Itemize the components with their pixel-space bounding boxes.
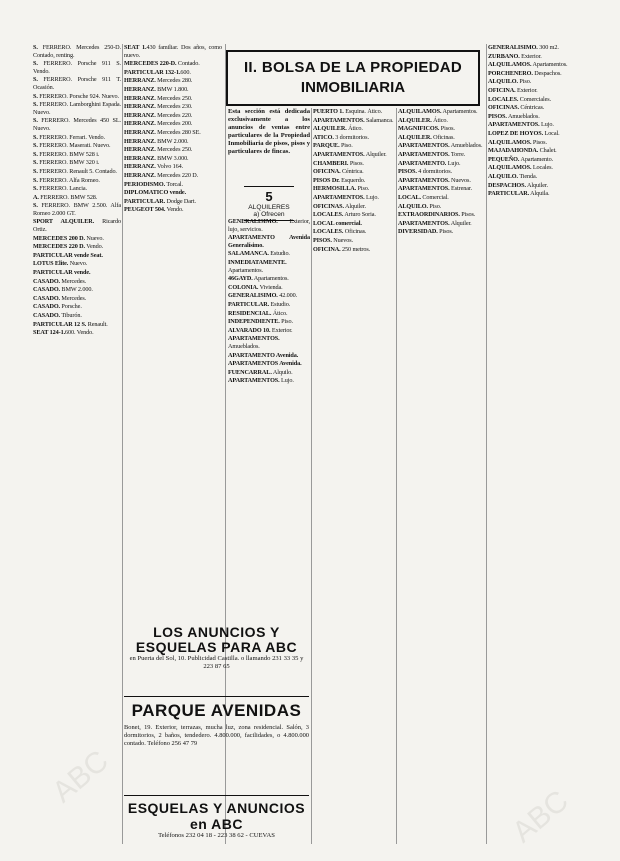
classified-ad: OFICINAS. Céntricas. bbox=[488, 104, 545, 112]
classified-ad: APARTAMENTOS. Torre. bbox=[398, 150, 466, 158]
ad-title: ESQUELAS Y ANUNCIOS bbox=[127, 800, 306, 816]
classified-ad: ALQUILO. Piso. bbox=[488, 78, 532, 86]
classified-ad: S. FERRERO. Porsche 911 T. Ocasión. bbox=[33, 76, 121, 91]
classified-ad: CASADO. Mercedes. bbox=[33, 277, 87, 285]
classified-ad: LOPEZ DE HOYOS. Local. bbox=[488, 129, 560, 137]
ad-title: PARQUE AVENIDAS bbox=[131, 701, 302, 720]
classified-ad: APARTAMENTO Avenida. bbox=[228, 351, 299, 359]
classified-ad: ALQUILER. Oficinas. bbox=[398, 133, 455, 141]
ad-parque-avenidas bbox=[124, 696, 309, 747]
classified-ad: PARTICULAR. Dodge Dart. bbox=[124, 197, 196, 205]
classified-ad: EXTRAORDINARIOS. Pisos. bbox=[398, 211, 476, 219]
classified-ad: PARQUE. Piso. bbox=[313, 142, 353, 150]
classified-ad: S. FERRERO. Porsche 924. Nuevo. bbox=[33, 92, 119, 100]
classified-ad: COLONIA. Vivienda. bbox=[228, 283, 283, 291]
classified-ad: HERRANZ. Mercedes 220. bbox=[124, 111, 193, 119]
classified-ad: PARTICULAR vende. bbox=[33, 269, 91, 277]
classified-ad: ALQUILER. Ático. bbox=[313, 125, 363, 133]
ad-title: en ABC bbox=[189, 816, 244, 832]
section-notice: Esta sección está dedicada exclusivamente a los anuncios de ventas entre particulares de la Propiedad Inmobiliaria de pisos, pisos y particulares de fincas. bbox=[228, 108, 310, 155]
section-number: 5 bbox=[265, 189, 273, 204]
classified-ad: HERRANZ. Volvo 164. bbox=[124, 163, 184, 171]
classified-ad: GENERALISIMO. 42.000. bbox=[228, 292, 298, 300]
classified-ad: PISOS. 4 dormitorios. bbox=[398, 168, 452, 176]
classified-ad: GENERALISIMO. 300 m2. bbox=[488, 44, 559, 51]
classified-ad: PEUGEOT 504. Vendo. bbox=[124, 206, 184, 214]
column-1 bbox=[33, 44, 121, 844]
classified-ad: CASADO. Porsche. bbox=[33, 303, 82, 311]
column-6 bbox=[488, 44, 584, 844]
classified-ad: APARTAMENTOS. Alquiler. bbox=[398, 219, 472, 227]
classified-ad: SPORT ALQUILER. Ricardo Ortiz. bbox=[33, 218, 121, 234]
classified-ad: APARTAMENTOS. Alquiler. bbox=[313, 150, 387, 158]
ad-abc bbox=[124, 795, 309, 839]
watermark: ABC bbox=[46, 744, 115, 810]
classified-ad: HERMOSILLA. Piso. bbox=[313, 185, 370, 193]
section-header bbox=[226, 50, 480, 106]
column-rule bbox=[396, 108, 397, 844]
classified-ad: APARTAMENTO. Lujo. bbox=[398, 159, 461, 167]
classified-ad: APARTAMENTOS. Estrenar. bbox=[398, 185, 472, 193]
classified-ad: DESPACHOS. Alquiler. bbox=[488, 181, 548, 189]
classified-ad: S. FERRERO. Mercedes 450 SL. Nuevo. bbox=[33, 117, 121, 132]
classified-ad: LOTUS Elite. Nuevo. bbox=[33, 260, 88, 268]
section-label: ALQUILERES bbox=[248, 204, 290, 211]
classified-ad: ALQUILER. Ático. bbox=[398, 116, 448, 124]
ad-esquelas bbox=[124, 625, 309, 671]
classified-ad: HERRANZ. Mercedes 220 D. bbox=[124, 171, 199, 179]
classified-ad: LOCALES. Comerciales. bbox=[488, 95, 552, 103]
classified-ad: FUENCARRAL. Alquilo. bbox=[228, 368, 293, 376]
classified-ad: APARTAMENTO Avenida Generalísimo. bbox=[228, 234, 310, 249]
classified-ad: PARTICULAR vende Seat. bbox=[33, 251, 103, 259]
classified-ad: LOCALES. Oficinas. bbox=[313, 228, 367, 236]
section-sub: a) Ofrecen bbox=[253, 211, 285, 218]
classified-ad: S. FERRERO. Maserati. Nuevo. bbox=[33, 142, 111, 150]
classified-ad: SALAMANCA. Estudio. bbox=[228, 250, 290, 258]
classified-ad: OFICINAS. Alquiler. bbox=[313, 202, 366, 210]
classified-ad: SEAT 124-1.600. Vendo. bbox=[33, 329, 94, 337]
alquileres-heading bbox=[244, 186, 294, 221]
classified-ad: APARTAMENTOS. Lujo. bbox=[313, 193, 379, 201]
classified-ad: ALQUILAMOS. Locales. bbox=[488, 164, 553, 172]
classified-ad: PERIODISMO. Torcal. bbox=[124, 180, 183, 188]
ad-title: LOS ANUNCIOS Y bbox=[153, 624, 280, 640]
classified-ad: LOCALES. Arturo Soria. bbox=[313, 211, 376, 219]
classified-ad: 46GAYD. Apartamentos. bbox=[228, 275, 289, 283]
classified-ad: APARTAMENTOS. Lujo. bbox=[488, 121, 554, 129]
classified-ad: HERRANZ. Mercedes 200. bbox=[124, 120, 193, 128]
classified-ad: LOCAL comercial. bbox=[313, 219, 362, 227]
classified-ad: APARTAMENTOS. Amueblados. bbox=[228, 335, 280, 350]
ad-title: ESQUELAS PARA ABC bbox=[135, 639, 298, 655]
classified-ad: S. FERRERO. Ferrari. Vendo. bbox=[33, 133, 105, 141]
ad-text: Teléfonos 232 04 18 - 223 38 62 - CUEVAS bbox=[158, 832, 275, 839]
classified-ad: ALVARADO 10. Exterior. bbox=[228, 326, 293, 334]
classified-ad: PUERTO 1. Esquina. Ático. bbox=[313, 108, 383, 115]
classified-ad: ALQUILO. Tienda. bbox=[488, 172, 538, 180]
ad-text: en Puerta del Sol, 10. Publicidad Castilla. o llamando 231 33 35 y 223 87 65 bbox=[129, 655, 304, 670]
column-rule bbox=[122, 44, 123, 844]
classified-ad: MERCEDES 220-D. Contado. bbox=[124, 60, 200, 68]
classified-ad: HERRANZ. Mercedes 280 SE. bbox=[124, 128, 201, 136]
classified-ad: ZURBANO. Exterior. bbox=[488, 52, 542, 60]
classified-ad: S. FERRERO. BMW 2.500. Alfa Romeo 2.000 GT. bbox=[33, 202, 121, 217]
classified-ad: OFICINA. Exterior. bbox=[488, 86, 538, 94]
ad-text: Bonet, 19. Exterior, terrazas, mucha luz, zona residencial. Salón, 3 dormitorios, 2 baños, tendedero. 4.800.000, facilidades, o 4.800.000 contado. Teléfono 256 47 79 bbox=[124, 724, 309, 747]
classified-ad: HERRANZ. BMW 2.000. bbox=[124, 137, 189, 145]
watermark: ABC bbox=[506, 784, 575, 850]
classified-ad: S. FERRERO. Renault 5. Contado. bbox=[33, 167, 117, 175]
classified-ad: INMEDIATAMENTE. Apartamentos. bbox=[228, 258, 287, 274]
classified-ad: S. FERRERO. Alfa Romeo. bbox=[33, 176, 100, 184]
classified-ad: SEAT 1.430 familiar. Dos años, como nuevo. bbox=[124, 44, 222, 59]
classified-ad: OFICINA. Céntrica. bbox=[313, 168, 364, 176]
header-line-1: II. BOLSA DE LA PROPIEDAD bbox=[243, 59, 463, 76]
header-line-2: INMOBILIARIA bbox=[300, 79, 406, 96]
classified-ad: A. FERRERO. BMW 528. bbox=[33, 193, 98, 201]
column-3 bbox=[228, 218, 310, 848]
classified-ad: APARTAMENTOS. Amueblados. bbox=[398, 142, 483, 150]
classified-ad: APARTAMENTOS. Nuevos. bbox=[398, 176, 471, 184]
column-2 bbox=[124, 44, 222, 624]
classified-ad: PISOS. Nuevos. bbox=[313, 236, 354, 244]
classified-ad: GENERALISIMO. Exterior, lujo, servicios. bbox=[228, 218, 310, 233]
classified-ad: CASADO. Mercedes. bbox=[33, 294, 87, 302]
classified-ad: PARTICULAR 12 S. Renault. bbox=[33, 320, 108, 328]
classified-ad: PEQUEÑO. Apartamento. bbox=[488, 155, 554, 163]
classified-ad: PARTICULAR 132-1.600. bbox=[124, 68, 191, 76]
classified-ad: HERRANZ. Mercedes 230. bbox=[124, 103, 193, 111]
classified-ad: S. FERRERO. BMW 528 i. bbox=[33, 150, 100, 158]
classified-ad: OFICINA. 250 metros. bbox=[313, 245, 371, 253]
classified-ad: HERRANZ. Mercedes 250. bbox=[124, 146, 193, 154]
classified-ad: S. FERRERO. Mercedes 250-D. Contado, renting. bbox=[33, 44, 121, 59]
classified-ad: ALQUILO. Piso. bbox=[398, 202, 442, 210]
classified-ad: DIPLOMATICO vende. bbox=[124, 189, 187, 197]
classified-ad: MAJADAHONDA. Chalet. bbox=[488, 147, 557, 155]
classified-ad: ALQUILAMOS. Pisos. bbox=[488, 138, 547, 146]
classified-ad: RESIDENCIAL. Ático. bbox=[228, 309, 288, 317]
column-rule bbox=[486, 44, 487, 844]
classified-ad: ATICO. 3 dormitorios. bbox=[313, 133, 369, 141]
column-rule bbox=[311, 108, 312, 844]
classified-ad: CHAMBERI. Pisos. bbox=[313, 159, 364, 167]
classified-ad: HERRANZ. BMW 1.800. bbox=[124, 85, 189, 93]
classified-ad: S. FERRERO. Lancia. bbox=[33, 185, 87, 193]
classified-ad: HERRANZ. Mercedes 250. bbox=[124, 94, 193, 102]
classified-ad: DIVERSIDAD. Pisos. bbox=[398, 228, 454, 236]
classified-ad: S. FERRERO. Lamborghini Espada. Nuevo. bbox=[33, 101, 121, 116]
classified-ad: MAGNIFICOS. Pisos. bbox=[398, 125, 455, 133]
classified-ad: LOCAL. Comercial. bbox=[398, 193, 449, 201]
column-4 bbox=[313, 108, 396, 848]
classified-ad: MERCEDES 200 D. Nuevo. bbox=[33, 234, 104, 242]
classified-ad: S. FERRERO. Porsche 911 S. Vendo. bbox=[33, 60, 121, 75]
classified-ad: PARTICULAR. Alquila. bbox=[488, 190, 550, 198]
classified-ad: PISOS Dr. Esquerdo. bbox=[313, 176, 366, 184]
classified-ad: CASADO. BMW 2.000. bbox=[33, 286, 93, 294]
classified-ad: PISOS. Amueblados. bbox=[488, 112, 540, 120]
classified-ad: APARTAMENTOS. Salamanca. bbox=[313, 116, 394, 124]
classified-ad: PARTICULAR. Estudio. bbox=[228, 300, 291, 308]
classified-ad: APARTAMENTOS Avenida. bbox=[228, 360, 302, 368]
classified-ad: ALQUILAMOS. Apartamentos. bbox=[488, 61, 568, 69]
classified-ad: MERCEDES 220 D. Vendo. bbox=[33, 243, 104, 251]
classified-ad: S. FERRERO. BMW 320 i. bbox=[33, 159, 100, 167]
classified-ad: APARTAMENTOS. Lujo. bbox=[228, 377, 294, 385]
classified-ad: PORCHENERO. Despachos. bbox=[488, 69, 562, 77]
column-5 bbox=[398, 108, 486, 848]
classified-ad: HERRANZ. BMW 3.000. bbox=[124, 154, 189, 162]
classified-ad: ALQUILAMOS. Apartamentos. bbox=[398, 108, 478, 115]
classified-ad: HERRANZ. Mercedes 280. bbox=[124, 77, 193, 85]
classified-ad: INDEPENDIENTE. Piso. bbox=[228, 318, 293, 326]
classified-ad: CASADO. Tiburón. bbox=[33, 312, 82, 319]
